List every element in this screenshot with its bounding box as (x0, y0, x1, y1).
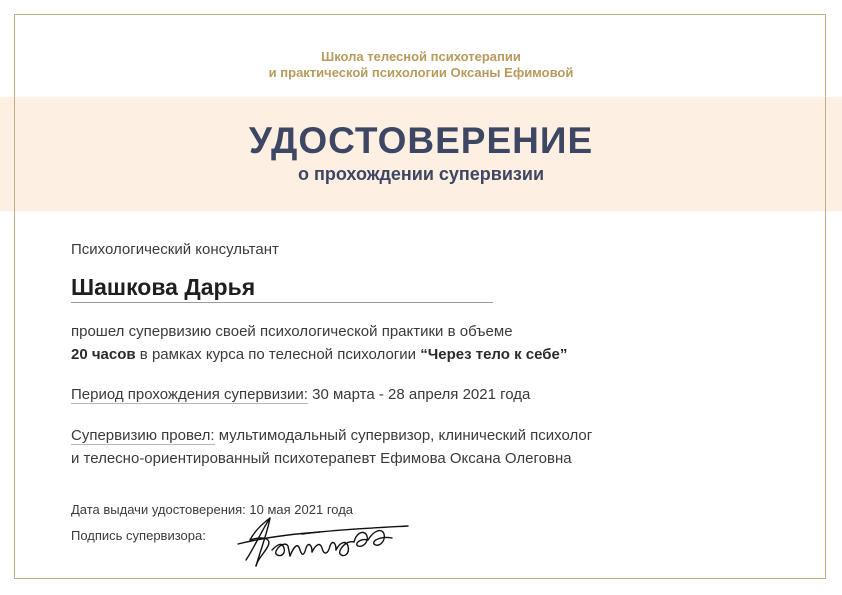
supervisor-label: Супервизию провел: (71, 427, 215, 444)
recipient-name: Шашкова Дарья (71, 274, 256, 300)
certificate-subtitle: о прохождении супервизии (297, 164, 545, 184)
school-name-line-2: и практической психологии Оксаны Ефимовой (268, 65, 574, 80)
course-name: “Через тело к себе” (420, 346, 568, 363)
period-label: Период прохождения супервизии: (71, 386, 308, 403)
certificate-title: УДОСТОВЕРЕНИЕ (248, 120, 594, 161)
course-text: в рамках курса по телесной психологии (135, 346, 421, 363)
supervisor-line-1 (71, 427, 592, 445)
recipient-role: Психологический консультант (71, 241, 279, 258)
period-value: 30 марта - 28 апреля 2021 года (307, 386, 531, 403)
hours-value: 20 часов (71, 346, 136, 363)
name-underline (71, 302, 493, 303)
school-name-line-1: Школа телесной психотерапии (321, 49, 521, 64)
supervisor-value-1: мультимодальный супервизор, клинический психолог (214, 427, 593, 444)
supervision-text-line-2 (71, 346, 567, 364)
signature-label: Подпись супервизора: (71, 528, 206, 543)
issue-date: Дата выдачи удостоверения: 10 мая 2021 года (71, 502, 354, 517)
supervision-text-line-1: прошел супервизию своей психологической практики в объеме (71, 323, 513, 340)
supervisor-line-2: и телесно-ориентированный психотерапевт Ефимова Оксана Олеговна (71, 450, 572, 467)
period-line (71, 386, 530, 404)
supervisor-signature (232, 500, 412, 575)
